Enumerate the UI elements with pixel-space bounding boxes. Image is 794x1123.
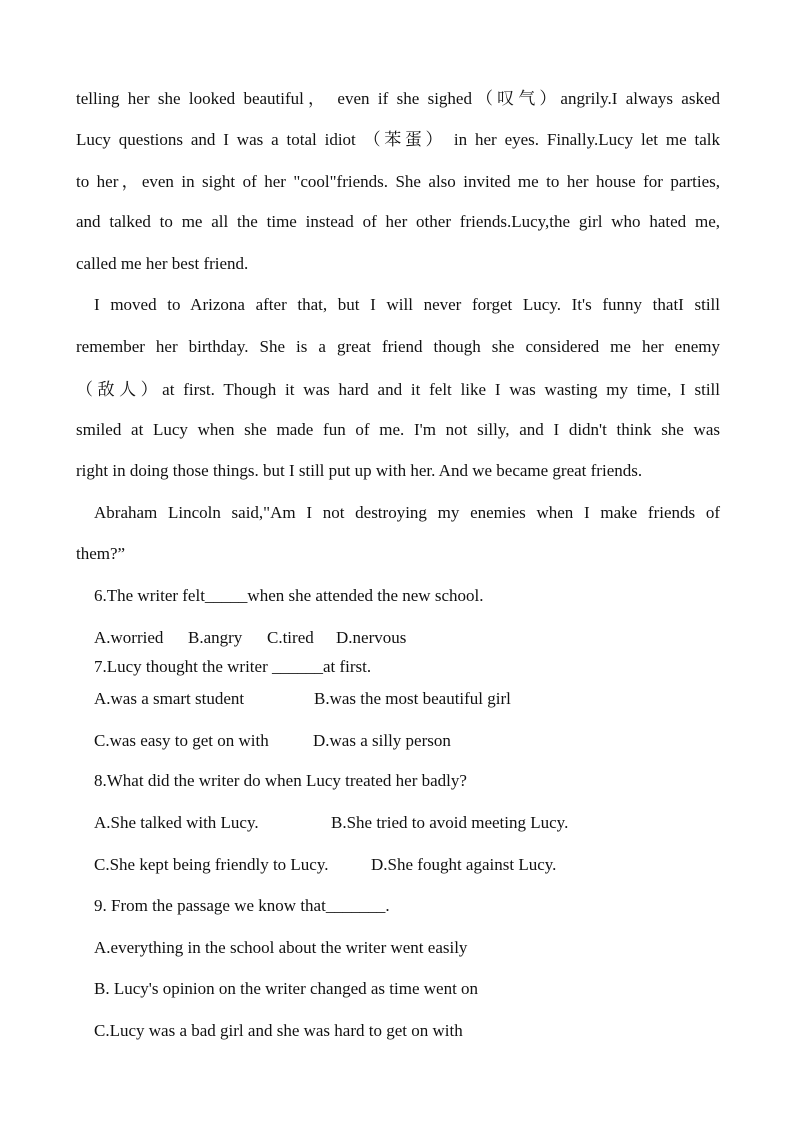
- option-9c: C.Lucy was a bad girl and she was hard to get on with: [94, 1021, 463, 1040]
- option-6b: B.angry: [188, 628, 243, 647]
- option-7a: A.was a smart student: [94, 689, 245, 708]
- passage-line: right in doing those things. but I still put up with her. And we became great friends.: [76, 461, 643, 480]
- passage-line: Abraham Lincoln said,"Am I not destroying my enemies when I make friends of: [94, 503, 720, 522]
- option-8a: A.She talked with Lucy.: [94, 813, 259, 832]
- question-stem-9: 9. From the passage we know that_______.: [94, 896, 390, 915]
- option-7b: B.was the most beautiful girl: [314, 689, 511, 708]
- passage-line: to her，even in sight of her "cool"friends. She also invited me to her house for parties,: [76, 172, 720, 191]
- passage-line: Lucy questions and I was a total idiot （苯蛋） in her eyes. Finally.Lucy let me talk: [76, 130, 720, 149]
- option-7d: D.was a silly person: [313, 731, 451, 750]
- option-6c: C.tired: [267, 628, 314, 647]
- passage-line: remember her birthday. She is a great friend though she considered me her enemy: [76, 337, 720, 356]
- passage-line: I moved to Arizona after that, but I will never forget Lucy. It's funny thatI still: [94, 295, 720, 314]
- option-8b: B.She tried to avoid meeting Lucy.: [331, 813, 569, 832]
- passage-line: called me her best friend.: [76, 254, 249, 273]
- passage-line: smiled at Lucy when she made fun of me. I'm not silly, and I didn't think she was: [76, 420, 720, 439]
- option-9a: A.everything in the school about the writer went easily: [94, 938, 468, 957]
- option-8c: C.She kept being friendly to Lucy.: [94, 855, 329, 874]
- question-stem-6: 6.The writer felt_____when she attended the new school.: [94, 586, 484, 605]
- passage-line: telling her she looked beautiful， even if she sighed（叹气）angrily.I always asked: [76, 89, 720, 108]
- option-6d: D.nervous: [336, 628, 407, 647]
- option-9b: B. Lucy's opinion on the writer changed as time went on: [94, 979, 479, 998]
- option-7c: C.was easy to get on with: [94, 731, 269, 750]
- passage-line: them?”: [76, 544, 126, 563]
- option-6a: A.worried: [94, 628, 164, 647]
- passage-line: （敌人）at first. Though it was hard and it felt like I was wasting my time, I still: [76, 380, 720, 399]
- option-8d: D.She fought against Lucy.: [371, 855, 557, 874]
- passage-line: and talked to me all the time instead of her other friends.Lucy,the girl who hated me,: [76, 212, 720, 231]
- question-stem-7: 7.Lucy thought the writer ______at first.: [94, 657, 372, 676]
- question-stem-8: 8.What did the writer do when Lucy treated her badly?: [94, 771, 467, 790]
